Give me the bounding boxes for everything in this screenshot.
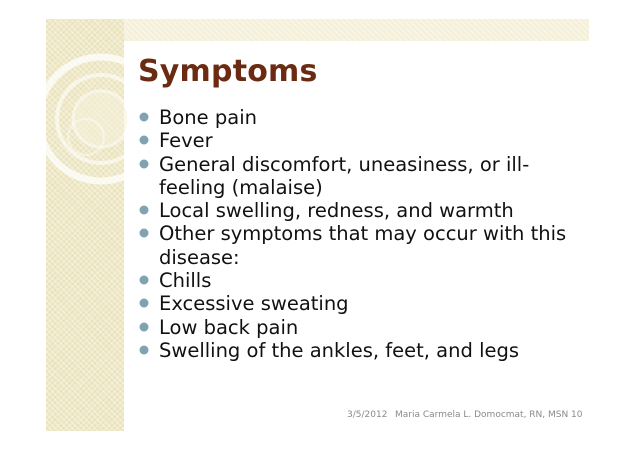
list-item — [137, 153, 587, 200]
bullet-dot-icon — [139, 298, 149, 308]
bullet-dot-icon — [139, 135, 149, 145]
list-item-text: Low back pain — [159, 315, 299, 339]
symptom-list — [137, 106, 587, 362]
list-item — [137, 222, 587, 269]
list-item-text: Bone pain — [159, 106, 257, 129]
list-item — [137, 129, 587, 152]
list-item-text: General discomfort, uneasiness, or ill-feeling (malaise) — [159, 152, 530, 199]
bullet-dot-icon — [139, 112, 149, 122]
bullet-dot-icon — [139, 322, 149, 332]
list-item-text: Other symptoms that may occur with this disease: — [159, 222, 567, 269]
bullet-dot-icon — [139, 159, 149, 169]
list-item — [137, 339, 587, 362]
list-item — [137, 292, 587, 315]
list-item-text: Swelling of the ankles, feet, and legs — [159, 338, 520, 362]
list-item-text: Chills — [159, 269, 212, 293]
list-item-text: Excessive sweating — [159, 292, 349, 316]
bullet-dot-icon — [139, 345, 149, 355]
list-item — [137, 199, 587, 222]
list-item-text: Local swelling, redness, and warmth — [159, 199, 514, 223]
footer-page-number: 10 — [571, 410, 583, 420]
footer-author: Maria Carmela L. Domocmat, RN, MSN — [395, 410, 569, 420]
list-item — [137, 106, 587, 129]
bullet-dot-icon — [139, 205, 149, 215]
slide-title: Symptoms — [138, 54, 318, 89]
list-item — [137, 316, 587, 339]
list-item-text: Fever — [159, 129, 213, 153]
bullet-dot-icon — [139, 228, 149, 238]
list-item — [137, 269, 587, 292]
bullet-dot-icon — [139, 275, 149, 285]
footer-date: 3/5/2012 — [347, 410, 388, 420]
